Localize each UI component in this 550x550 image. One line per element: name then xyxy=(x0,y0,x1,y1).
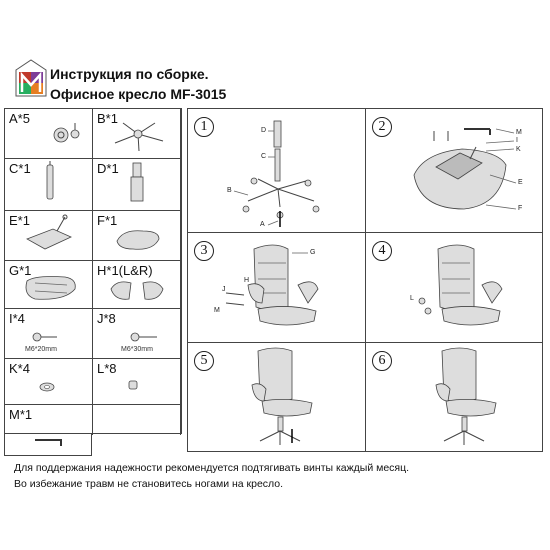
step-3 xyxy=(188,233,366,343)
caster-icon xyxy=(5,109,93,159)
callout-label: M xyxy=(214,307,220,314)
step-number: 2 xyxy=(372,117,392,137)
step-4-diagram xyxy=(366,233,542,343)
page-title: Инструкция по сборке. xyxy=(50,66,209,82)
part-b xyxy=(93,109,181,159)
step-number: 3 xyxy=(194,241,214,261)
empty-cell xyxy=(93,405,181,435)
part-h xyxy=(93,261,181,309)
part-label: E*1 xyxy=(9,213,30,228)
washer-icon xyxy=(5,359,93,405)
part-label: A*5 xyxy=(9,111,30,126)
assembly-steps xyxy=(187,108,543,452)
step-4 xyxy=(366,233,542,343)
allen-key-icon xyxy=(5,434,93,456)
step-number: 1 xyxy=(194,117,214,137)
part-label: I*4 xyxy=(9,311,25,326)
part-m xyxy=(5,405,93,435)
step-1-diagram xyxy=(188,109,366,233)
part-f xyxy=(93,211,181,261)
base-icon xyxy=(93,109,181,159)
callout-label: J xyxy=(222,286,226,293)
step-1 xyxy=(188,109,366,233)
step-2 xyxy=(366,109,542,233)
part-m-cell-extension xyxy=(4,434,92,456)
cover-icon xyxy=(93,159,181,211)
step-5 xyxy=(188,343,366,451)
part-g xyxy=(5,261,93,309)
part-label: K*4 xyxy=(9,361,30,376)
step-3-diagram xyxy=(188,233,366,343)
seat-icon xyxy=(93,211,181,261)
part-label: J*8 xyxy=(97,311,116,326)
callout-label: I xyxy=(516,137,518,144)
part-label: B*1 xyxy=(97,111,118,126)
step-number: 5 xyxy=(194,351,214,371)
part-label: D*1 xyxy=(97,161,119,176)
step-2-diagram xyxy=(366,109,542,233)
callout-label: B xyxy=(227,187,232,194)
gas-lift-icon xyxy=(5,159,93,211)
callout-label: F xyxy=(518,205,523,212)
maintenance-note: Для поддержания надежности рекомендуется подтягивать винты каждый месяц. xyxy=(14,462,410,474)
callout-label: L xyxy=(410,295,414,302)
part-label: H*1(L&R) xyxy=(97,263,153,278)
callout-label: C xyxy=(261,153,267,160)
step-6-diagram xyxy=(366,343,542,451)
part-i xyxy=(5,309,93,359)
part-a xyxy=(5,109,93,159)
part-label: C*1 xyxy=(9,161,31,176)
parts-list xyxy=(4,108,182,434)
part-k xyxy=(5,359,93,405)
armrest-icon xyxy=(93,261,181,309)
callout-label: G xyxy=(310,249,316,256)
part-label: M*1 xyxy=(9,407,33,422)
step-5-diagram xyxy=(188,343,366,451)
step-6 xyxy=(366,343,542,451)
part-e xyxy=(5,211,93,261)
step-number: 4 xyxy=(372,241,392,261)
part-j xyxy=(93,309,181,359)
brand-logo xyxy=(14,56,48,98)
step-number: 6 xyxy=(372,351,392,371)
page-subtitle: Офисное кресло MF-3015 xyxy=(50,86,227,102)
callout-label: D xyxy=(261,127,267,134)
backrest-icon xyxy=(5,261,93,309)
callout-label: E xyxy=(518,179,523,186)
mechanism-icon xyxy=(5,211,93,261)
part-label: L*8 xyxy=(97,361,117,376)
part-label: G*1 xyxy=(9,263,32,278)
callout-label: M xyxy=(516,129,522,136)
safety-note: Во избежание травм не становитесь ногами на кресло. xyxy=(14,478,284,490)
callout-label: K xyxy=(516,146,521,153)
part-d xyxy=(93,159,181,211)
callout-label: A xyxy=(260,221,265,228)
part-l xyxy=(93,359,181,405)
nut-icon xyxy=(93,359,181,405)
callout-label: H xyxy=(244,277,250,284)
part-c xyxy=(5,159,93,211)
part-caption: M6*20mm xyxy=(25,346,57,353)
part-label: F*1 xyxy=(97,213,118,228)
part-caption: M6*30mm xyxy=(121,346,153,353)
